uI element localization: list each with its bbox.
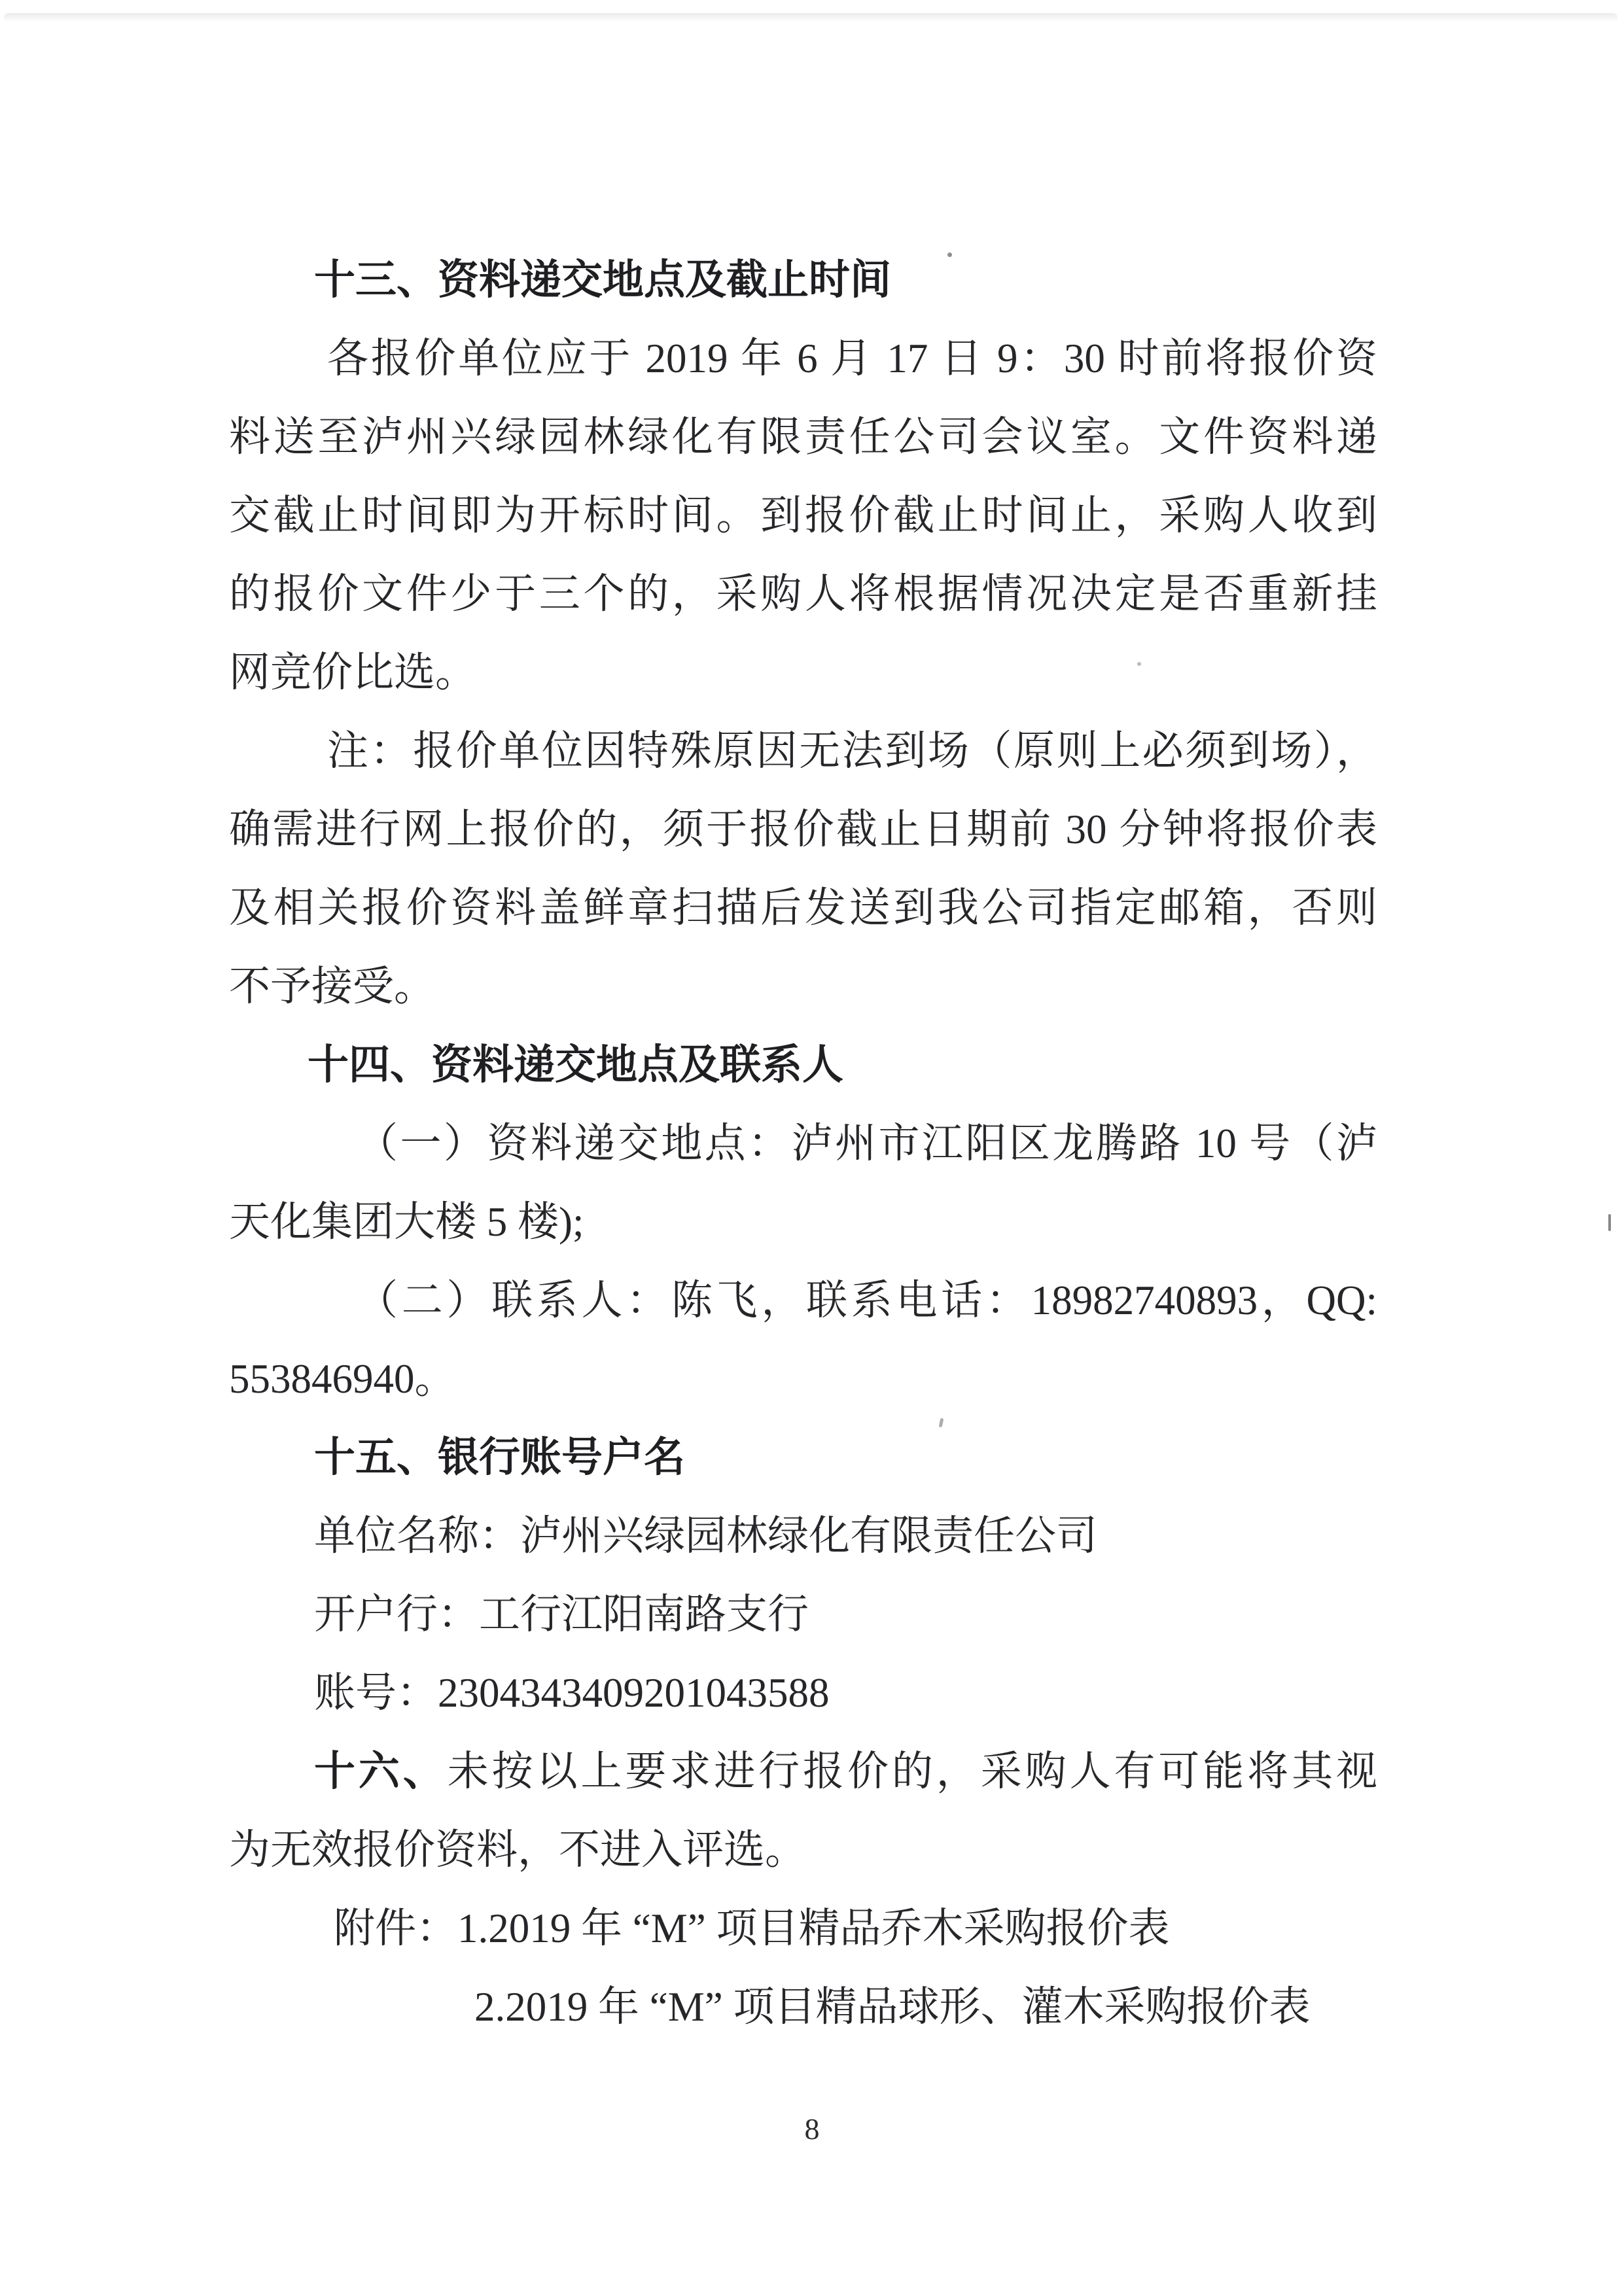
doc-line: 网竞价比选。 xyxy=(229,650,476,695)
inline-text: 未按以上要求进行报价的，采购人有可能将其视 xyxy=(447,1748,1378,1794)
scan-speck xyxy=(1137,662,1141,666)
doc-line: 开户行：工行江阳南路支行 xyxy=(314,1592,809,1637)
page-number: 8 xyxy=(804,2112,820,2146)
section-heading: 十三、资料递交地点及截止时间 xyxy=(314,257,891,303)
document-body xyxy=(229,241,1377,2046)
doc-line: 2.2019 年 “M” 项目精品球形、灌木采购报价表 xyxy=(474,1984,1311,2030)
doc-line: 交截止时间即为开标时间。到报价截止时间止，采购人收到 xyxy=(229,493,1377,538)
doc-line: 553846940。 xyxy=(229,1356,456,1402)
inline-section-heading: 十六、 xyxy=(314,1748,448,1794)
doc-line: 账号：2304343409201043588 xyxy=(314,1670,830,1716)
doc-line: 各报价单位应于 2019 年 6 月 17 日 9：30 时前将报价资 xyxy=(327,336,1377,381)
scan-speck xyxy=(947,252,952,257)
doc-line: 的报价文件少于三个的，采购人将根据情况决定是否重新挂 xyxy=(229,571,1377,617)
section-heading: 十四、资料递交地点及联系人 xyxy=(308,1042,843,1088)
scan-edge-artifact xyxy=(4,13,1617,22)
section-heading: 十五、银行账号户名 xyxy=(314,1435,685,1480)
doc-line: 注：报价单位因特殊原因无法到场（原则上必须到场）， xyxy=(327,728,1377,774)
doc-line: 料送至泸州兴绿园林绿化有限责任公司会议室。文件资料递 xyxy=(229,414,1377,460)
doc-line: 确需进行网上报价的，须于报价截止日期前 30 分钟将报价表 xyxy=(229,807,1377,852)
doc-line: 天化集团大楼 5 楼); xyxy=(229,1199,584,1245)
doc-line: 为无效报价资料，不进入评选。 xyxy=(229,1827,806,1873)
doc-line: （二）联系人：陈飞，联系电话：18982740893，QQ: xyxy=(357,1278,1377,1323)
doc-line: 不予接受。 xyxy=(229,964,435,1009)
doc-line: （一）资料递交地点：泸州市江阳区龙腾路 10 号（泸 xyxy=(357,1121,1377,1166)
doc-line: 及相关报价资料盖鲜章扫描后发送到我公司指定邮箱，否则 xyxy=(229,885,1377,931)
doc-line: 附件：1.2019 年 “M” 项目精品乔木采购报价表 xyxy=(334,1905,1170,1951)
scan-edge-mark xyxy=(1608,1214,1611,1231)
doc-line: 单位名称：泸州兴绿园林绿化有限责任公司 xyxy=(314,1513,1097,1559)
doc-line xyxy=(229,1732,1377,1811)
